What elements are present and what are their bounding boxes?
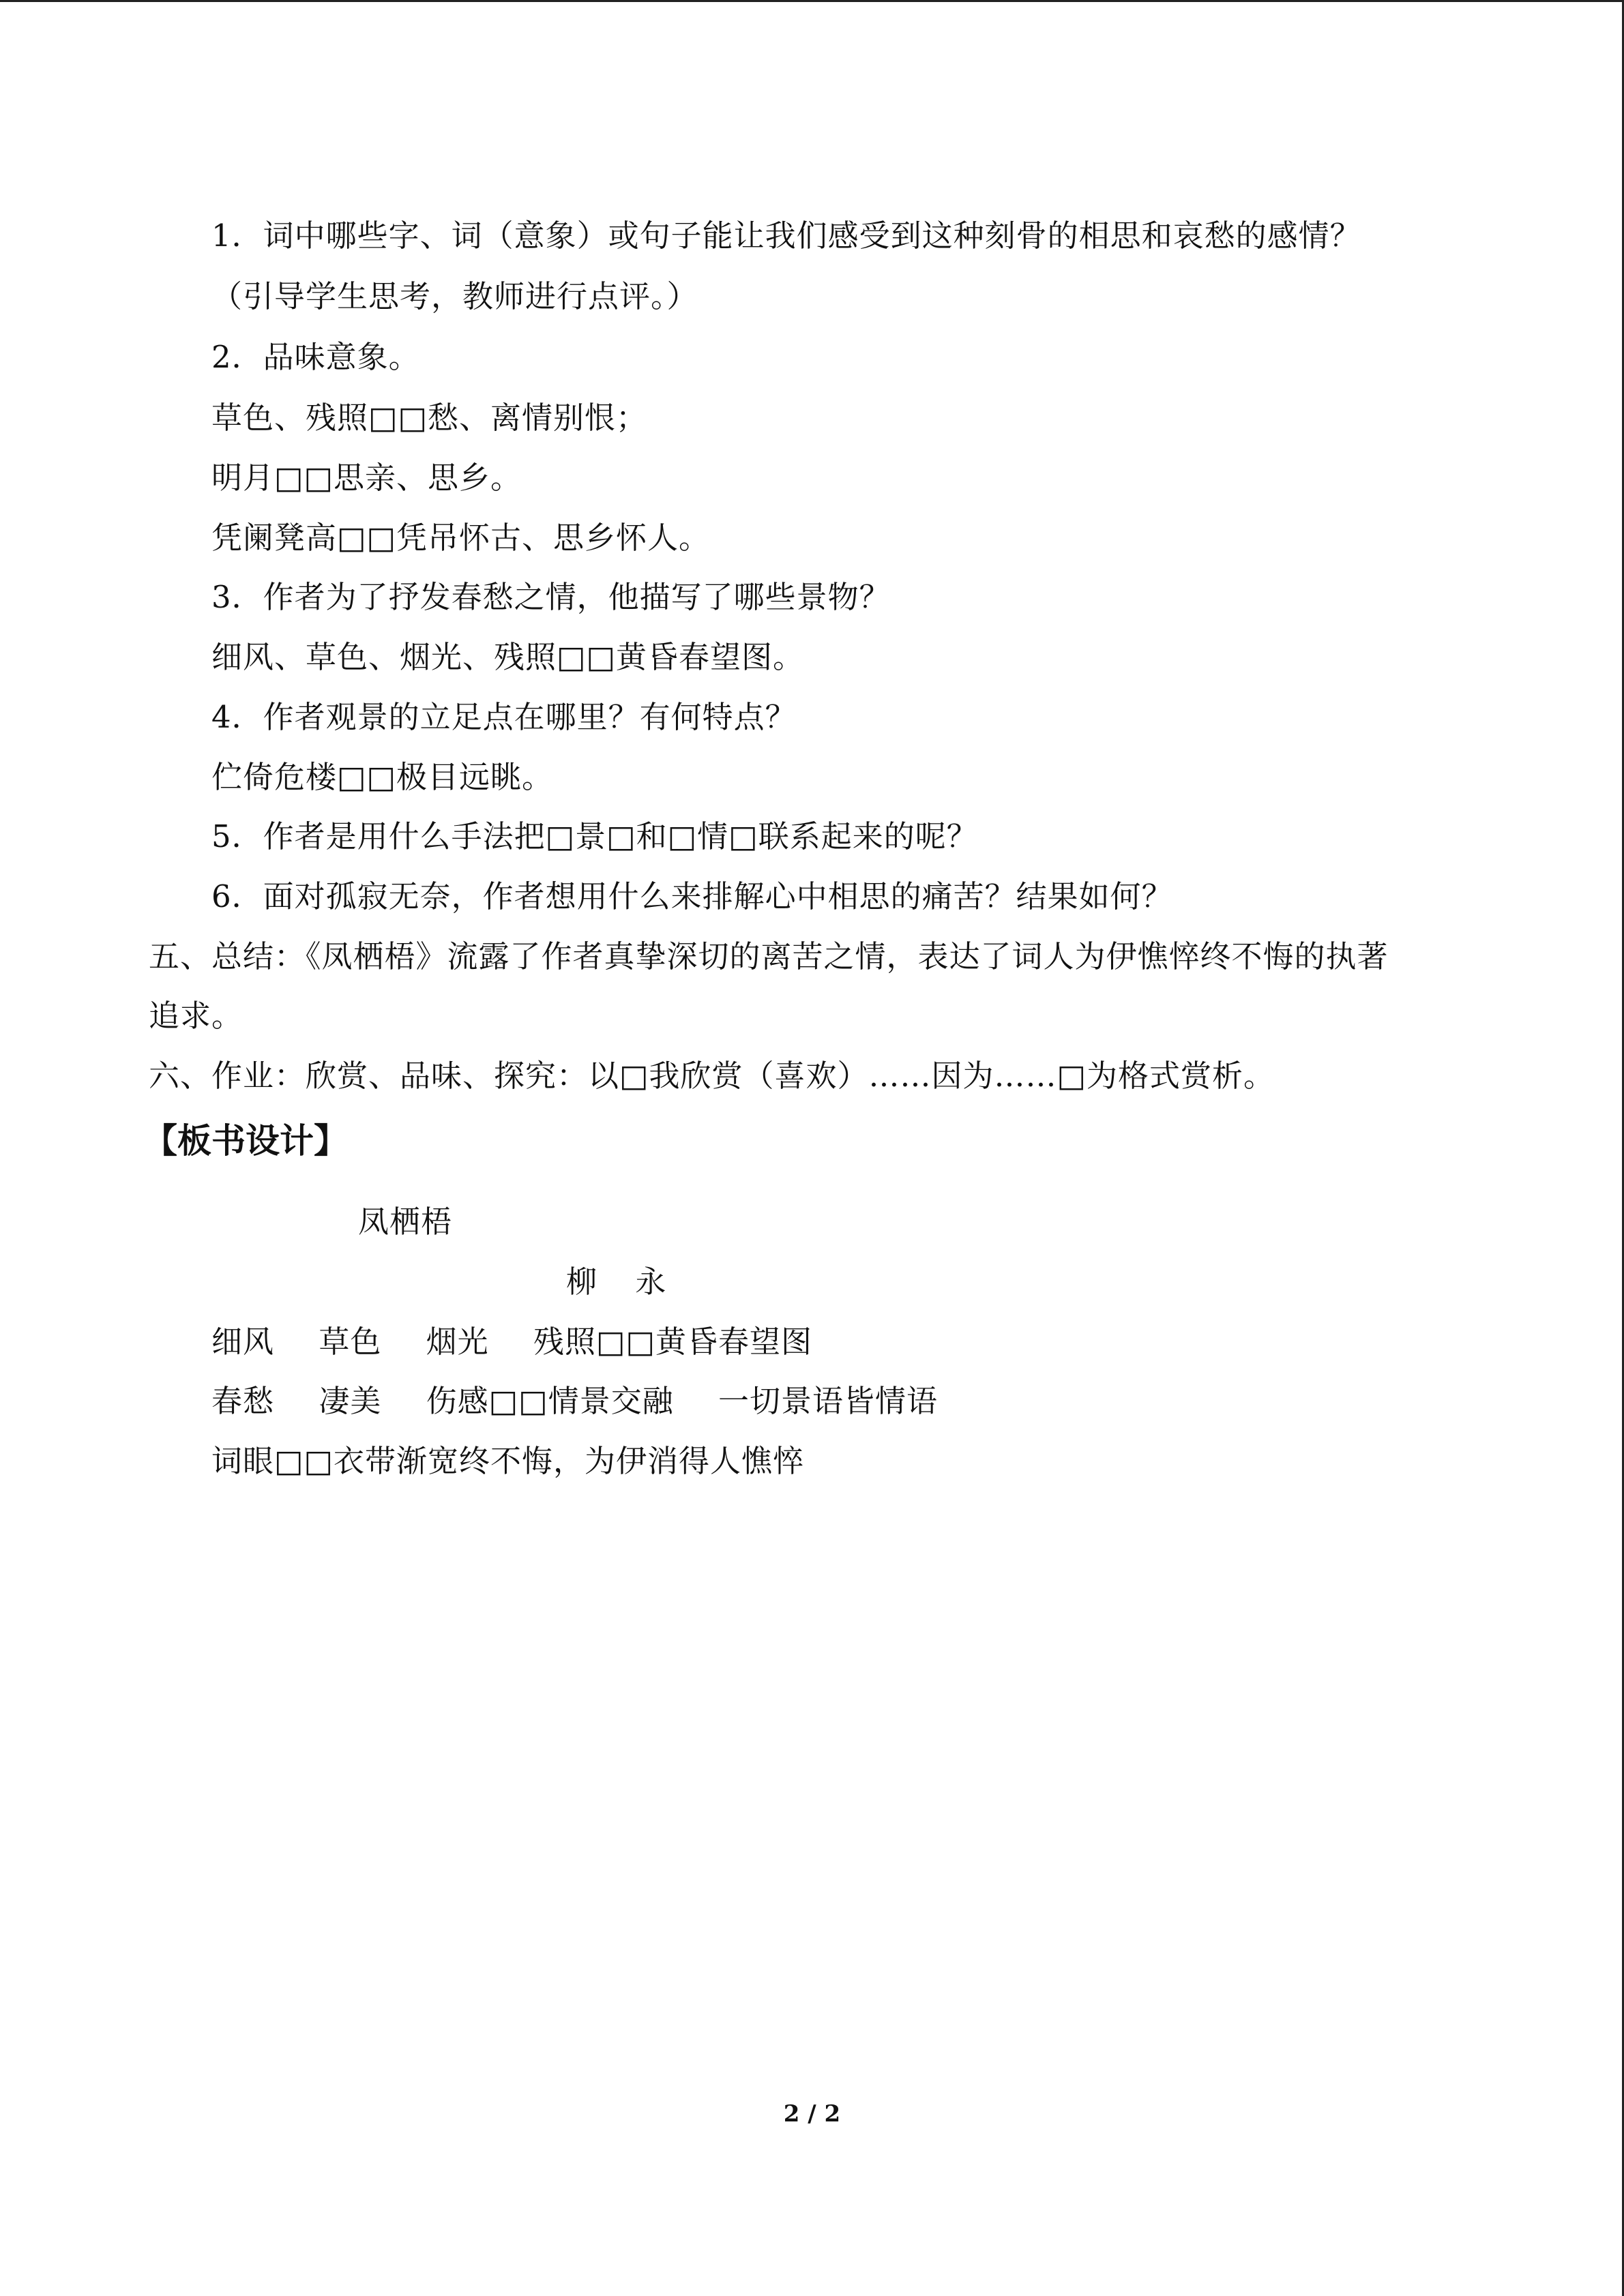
homework: 六、作业：欣赏、品味、探究：以□我欣赏（喜欢）……因为……□为格式赏析。 <box>149 1058 1275 1094</box>
question-2-answer-b: 明月□□思亲、思乡。 <box>211 460 522 496</box>
board-row-2-item: 伤感□□情景交融 <box>426 1383 674 1419</box>
board-design-heading: 【板书设计】 <box>143 1121 348 1161</box>
question-5: 5．作者是用什么手法把□景□和□情□联系起来的呢？ <box>211 818 978 854</box>
question-2-answer-a: 草色、残照□□愁、离情别恨； <box>211 400 648 436</box>
board-row-1-item: 烟光 <box>426 1324 489 1360</box>
board-row-1 <box>211 1322 812 1362</box>
question-3: 3．作者为了抒发春愁之情，他描写了哪些景物？ <box>211 579 891 615</box>
question-3-answer: 细风、草色、烟光、残照□□黄昏春望图。 <box>211 639 805 675</box>
board-author: 柳 永 <box>566 1264 667 1300</box>
board-title: 凤栖梧 <box>358 1204 453 1240</box>
board-row-2-item: 凄美 <box>319 1383 382 1419</box>
summary-line-2: 追求。 <box>149 998 243 1034</box>
page-number: 2 / 2 <box>783 2100 841 2128</box>
board-row-2-item: 一切景语皆情语 <box>718 1383 939 1419</box>
question-6: 6．面对孤寂无奈，作者想用什么来排解心中相思的痛苦？结果如何？ <box>211 878 1173 914</box>
board-row-1-item: 细风 <box>211 1324 275 1360</box>
question-4-answer: 伫倚危楼□□极目远眺。 <box>211 759 554 795</box>
question-1-note: （引导学生思考，教师进行点评。） <box>211 278 698 314</box>
question-2: 2．品味意象。 <box>211 339 420 375</box>
board-row-2-item: 春愁 <box>211 1383 275 1419</box>
board-row-3: 词眼□□衣带渐宽终不悔，为伊消得人憔悴 <box>211 1443 805 1479</box>
summary-line-1: 五、总结：《凤栖梧》流露了作者真挚深切的离苦之情，表达了词人为伊憔悴终不悔的执著 <box>149 938 1389 974</box>
board-row-1-item: 草色 <box>319 1324 382 1360</box>
board-row-1-item: 残照□□黄昏春望图 <box>533 1324 813 1360</box>
question-2-answer-c: 凭阑凳高□□凭吊怀古、思乡怀人。 <box>211 520 711 556</box>
question-4: 4．作者观景的立足点在哪里？有何特点？ <box>211 699 797 735</box>
board-row-2 <box>211 1381 938 1422</box>
question-1: 1．词中哪些字、词（意象）或句子能让我们感受到这种刻骨的相思和哀愁的感情？ <box>211 218 1361 254</box>
